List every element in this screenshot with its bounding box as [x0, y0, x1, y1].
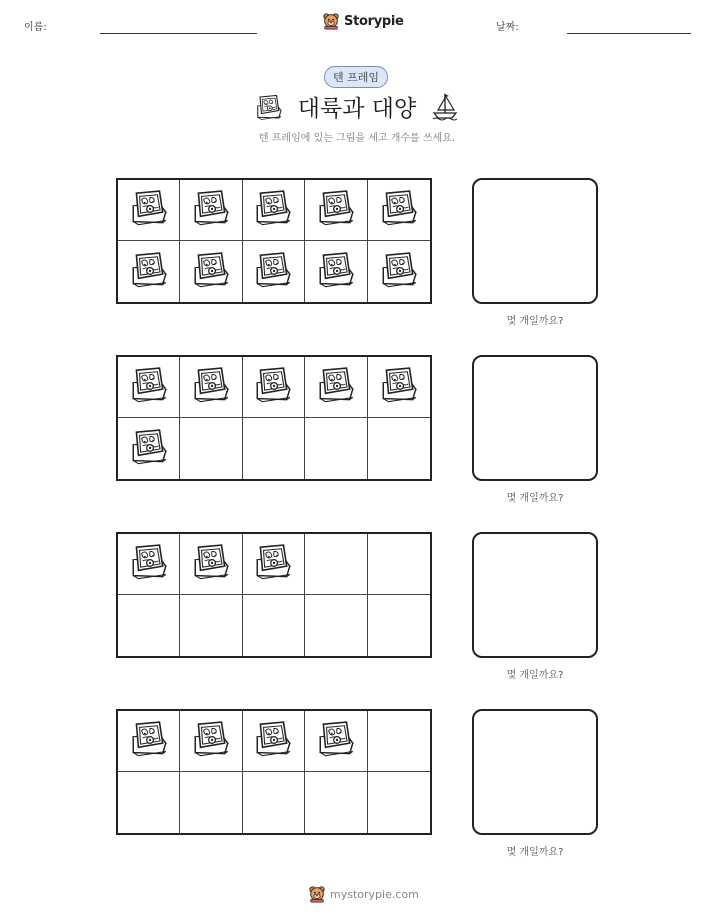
atlas-book-icon [128, 189, 170, 231]
atlas-book-icon [315, 366, 357, 408]
name-line[interactable] [100, 33, 257, 34]
atlas-book-icon [190, 189, 232, 231]
ten-frame-cell [118, 595, 180, 656]
ten-frame-cell [305, 357, 367, 418]
atlas-book-icon [378, 366, 420, 408]
ten-frame-cell [368, 711, 430, 772]
ten-frame-cell [180, 418, 242, 479]
ten-frame-cell [180, 595, 242, 656]
page-title: 대륙과 대양 [297, 96, 417, 122]
date-label: 날짜: [496, 22, 519, 33]
ten-frame-cell [305, 711, 367, 772]
count-question: 몇 개일까요? [506, 493, 564, 504]
ten-frame-cell [368, 241, 430, 302]
ten-frame-cell [243, 180, 305, 241]
ten-frame-cell [180, 534, 242, 595]
atlas-book-icon [128, 543, 170, 585]
ten-frame-cell [305, 180, 367, 241]
ten-frame-cell [368, 418, 430, 479]
atlas-book-icon [378, 189, 420, 231]
ten-frame-cell [368, 357, 430, 418]
answer-box[interactable] [472, 355, 598, 481]
ten-frame-cell [118, 180, 180, 241]
ten-frame-cell [118, 418, 180, 479]
atlas-book-icon [190, 251, 232, 293]
ten-frame-cell [243, 418, 305, 479]
ten-frame-cell [243, 357, 305, 418]
ten-frame-cell [243, 772, 305, 833]
bear-mascot-icon [308, 885, 326, 903]
answer-box[interactable] [472, 532, 598, 658]
ten-frame-cell [305, 534, 367, 595]
atlas-book-icon [128, 720, 170, 762]
ten-frame [116, 709, 432, 835]
atlas-book-icon [378, 251, 420, 293]
atlas-book-icon [128, 251, 170, 293]
footer-url: mystorypie.com [330, 887, 419, 901]
ten-frame-cell [305, 772, 367, 833]
name-label: 이름: [24, 22, 47, 33]
footer [308, 885, 419, 903]
atlas-book-icon [252, 366, 294, 408]
ten-frame-cell [368, 772, 430, 833]
atlas-book-icon [190, 720, 232, 762]
bear-mascot-icon [322, 12, 340, 30]
date-line[interactable] [567, 33, 691, 34]
instructions: 텐 프레임에 있는 그림을 세고 개수를 쓰세요. [258, 133, 456, 144]
atlas-book-icon [315, 720, 357, 762]
atlas-book-icon [252, 543, 294, 585]
ten-frame-cell [118, 241, 180, 302]
answer-box[interactable] [472, 178, 598, 304]
ten-frame-cell [118, 711, 180, 772]
topic-tag: 텐 프레임 [324, 66, 388, 88]
answer-box[interactable] [472, 709, 598, 835]
ten-frame-cell [118, 357, 180, 418]
ten-frame-cell [368, 595, 430, 656]
atlas-book-icon [128, 428, 170, 470]
atlas-book-icon [128, 366, 170, 408]
atlas-book-icon [252, 720, 294, 762]
ten-frame-cell [118, 534, 180, 595]
ten-frame-cell [180, 357, 242, 418]
ten-frame-cell [243, 241, 305, 302]
ten-frame-cell [180, 180, 242, 241]
ten-frame-cell [368, 180, 430, 241]
brand-name: Storypie [344, 13, 404, 29]
atlas-book-icon [252, 189, 294, 231]
ten-frame-cell [118, 772, 180, 833]
count-question: 몇 개일까요? [506, 316, 564, 327]
sailboat-icon [432, 91, 458, 121]
ten-frame-cell [243, 595, 305, 656]
atlas-book-icon [315, 251, 357, 293]
ten-frame-cell [180, 772, 242, 833]
ten-frame-cell [243, 711, 305, 772]
atlas-book-icon [190, 543, 232, 585]
ten-frame-cell [305, 418, 367, 479]
ten-frame-cell [180, 711, 242, 772]
count-question: 몇 개일까요? [506, 847, 564, 858]
atlas-book-icon [252, 251, 294, 293]
ten-frame [116, 532, 432, 658]
ten-frame-cell [305, 595, 367, 656]
ten-frame-cell [243, 534, 305, 595]
brand-logo [322, 12, 404, 30]
ten-frame-cell [180, 241, 242, 302]
count-question: 몇 개일까요? [506, 670, 564, 681]
ten-frame-cell [305, 241, 367, 302]
atlas-book-icon [315, 189, 357, 231]
ten-frame [116, 178, 432, 304]
ten-frame [116, 355, 432, 481]
atlas-book-icon [190, 366, 232, 408]
ten-frame-cell [368, 534, 430, 595]
